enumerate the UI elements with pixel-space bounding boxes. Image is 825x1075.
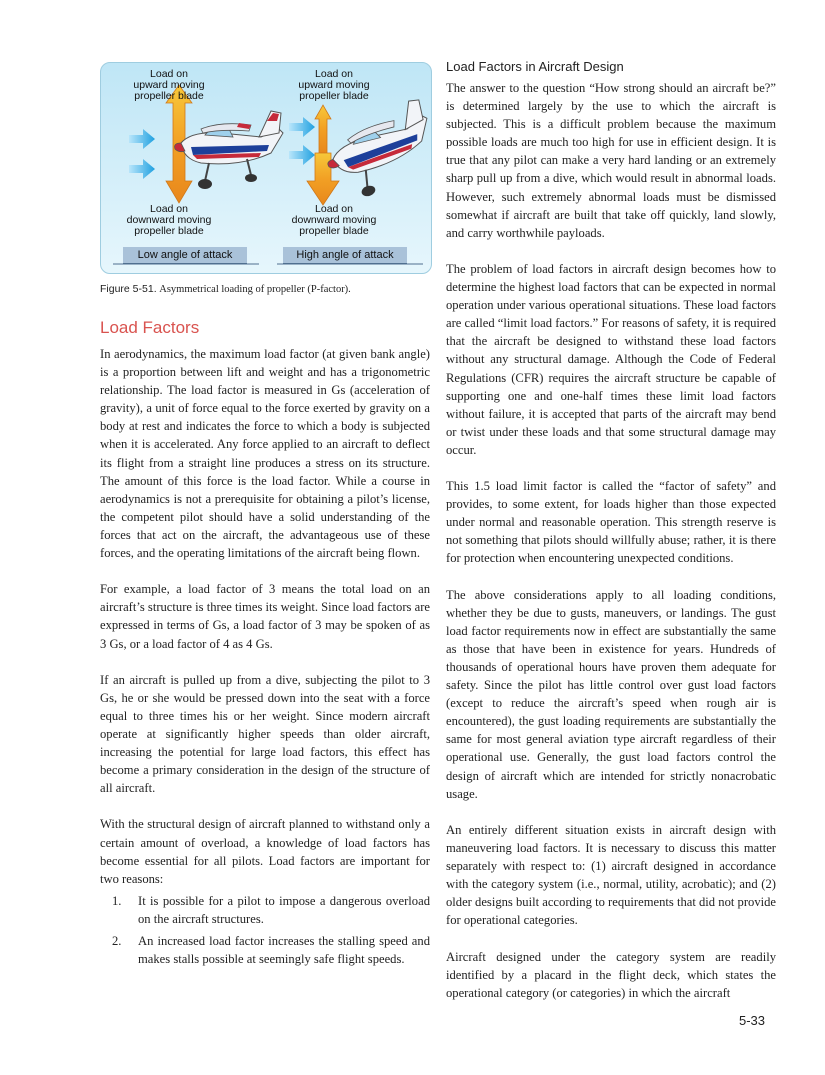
- paragraph: With the structural design of aircraft planned to withstand only a certain amount of overload, a knowledge of load factors has become essential for all pilots. Load factors are important for two reasons:: [100, 817, 430, 886]
- figure-caption: [100, 283, 351, 295]
- right-bottom-label: Load on downward moving propeller blade: [291, 203, 377, 237]
- paragraph: The answer to the question “How strong should an aircraft be?” is determined largely by the use to which the aircraft is subjected. This is a difficult problem because the maximum possible loads are much too high for use in efficient design. It is true that any pilot can make a very hard landing or an extremely sharp pull up from a dive, which would result in abnormal loads. However, such extremely abnormal loads must be dismissed somewhat if aircraft are built that take off quickly, land slowly, and carry worthwhile payloads.: [446, 81, 776, 240]
- page-number: 5-33: [739, 1013, 766, 1028]
- caption-label: Figure 5-51.: [100, 283, 157, 295]
- high-aoa-aircraft: [289, 97, 431, 205]
- paragraph: An entirely different situation exists in aircraft design with maneuvering load factors. It is necessary to discuss this matter separately with respect to: (1) aircraft designed in accordance with the category system (i.e., normal, utility, acrobatic); and (2) older designs built according to requirements that did not provide for operational categories.: [446, 822, 776, 928]
- list-number: 2.: [112, 934, 122, 948]
- caption-text: Asymmetrical loading of propeller (P-factor).: [159, 284, 351, 295]
- paragraph: In aerodynamics, the maximum load factor (at given bank angle) is a proportion between lift and weight and has a trigonometric relationship. The load factor is measured in Gs (acceleration of gravity), a unit of force equal to the force exerted by gravity on a body at rest and indicates the force to which a body is subjected when it is accelerated. Any force applied to an aircraft to deflect its flight from a straight line produces a stress on its structure. The amount of this force is the load factor. While a course in aerodynamics is not a prerequisite for obtaining a pilot’s license, the competent pilot should have a solid understanding of the forces that act on the aircraft, the advantageous use of these forces, and the operating limitations of the aircraft being flown.: [100, 347, 430, 561]
- list-item: [100, 892, 430, 928]
- low-angle-bar: Low angle of attack: [123, 247, 247, 264]
- high-angle-bar: High angle of attack: [283, 247, 407, 264]
- paragraph: This 1.5 load limit factor is called the “factor of safety” and provides, to some extent, for loads higher than those expected under normal and reasonable operation. This strength reserve is not something that pilots should willfully abuse; rather, it is there for protection when encountering unexpected conditions.: [446, 479, 776, 566]
- left-top-label: Load on upward moving propeller blade: [133, 68, 205, 102]
- paragraph: The problem of load factors in aircraft design becomes how to determine the highest load factors that can be expected in normal operation under various operational situations. These load factors are called “limit load factors.” For reasons of safety, it is required that the aircraft be designed to withstand these load factors without any structural damage. Although the Code of Federal Regulations (CFR) requires the aircraft structure be capable of supporting one and one-half times these limit load factors without failure, it is accepted that parts of the aircraft may bend or twist under these loads and that some structural damage may occur.: [446, 261, 776, 457]
- right-top-label: Load on upward moving propeller blade: [298, 68, 370, 102]
- paragraph: The above considerations apply to all loading conditions, whether they be due to gusts, maneuvers, or landings. The gust load factor requirements now in effect are substantially the same as those that have been in existence for years. Hundreds of thousands of operational hours have proven them adequate for safety. Since the pilot has little control over gust load factors (except to reduce the aircraft’s speed when rough air is encountered), the gust loading requirements are substantially the same for most general aviation type aircraft regardless of their operational use. Generally, the gust load factors control the design of aircraft which are intended for strictly nonacrobatic usage.: [446, 587, 776, 801]
- reasons-list: [100, 892, 430, 968]
- paragraph: If an aircraft is pulled up from a dive, subjecting the pilot to 3 Gs, he or she would be pressed down into the seat with a force equal to three times his or her weight. Since modern aircraft operate at significantly higher speeds than older aircraft, increasing the potential for large load factors, this effect has become a primary consideration in the design of the structure of all aircraft.: [100, 672, 430, 796]
- paragraph: For example, a load factor of 3 means the total load on an aircraft’s structure is three times its weight. Since load factors are expressed in terms of Gs, a load factor of 3 may be spoken of as 3 Gs, or a load factor of 4 as 4 Gs.: [100, 582, 430, 651]
- low-aoa-aircraft: [129, 85, 283, 203]
- list-number: 1.: [112, 893, 122, 908]
- list-text: An increased load factor increases the stalling speed and makes stalls possible at seemingly safe flight speeds.: [138, 934, 430, 967]
- list-text: It is possible for a pilot to impose a dangerous overload on the aircraft structures.: [138, 893, 430, 926]
- left-column: [100, 345, 430, 972]
- list-item: [100, 932, 430, 968]
- left-bottom-label: Load on downward moving propeller blade: [126, 203, 212, 237]
- section-heading-load-factors: Load Factors: [100, 318, 200, 337]
- paragraph: Aircraft designed under the category system are readily identified by a placard in the flight deck, which states the operational category (or categories) in which the aircraft: [446, 949, 776, 1000]
- right-column: [446, 79, 776, 1020]
- section-heading-design: Load Factors in Aircraft Design: [446, 59, 624, 74]
- pfactor-figure: [100, 62, 432, 274]
